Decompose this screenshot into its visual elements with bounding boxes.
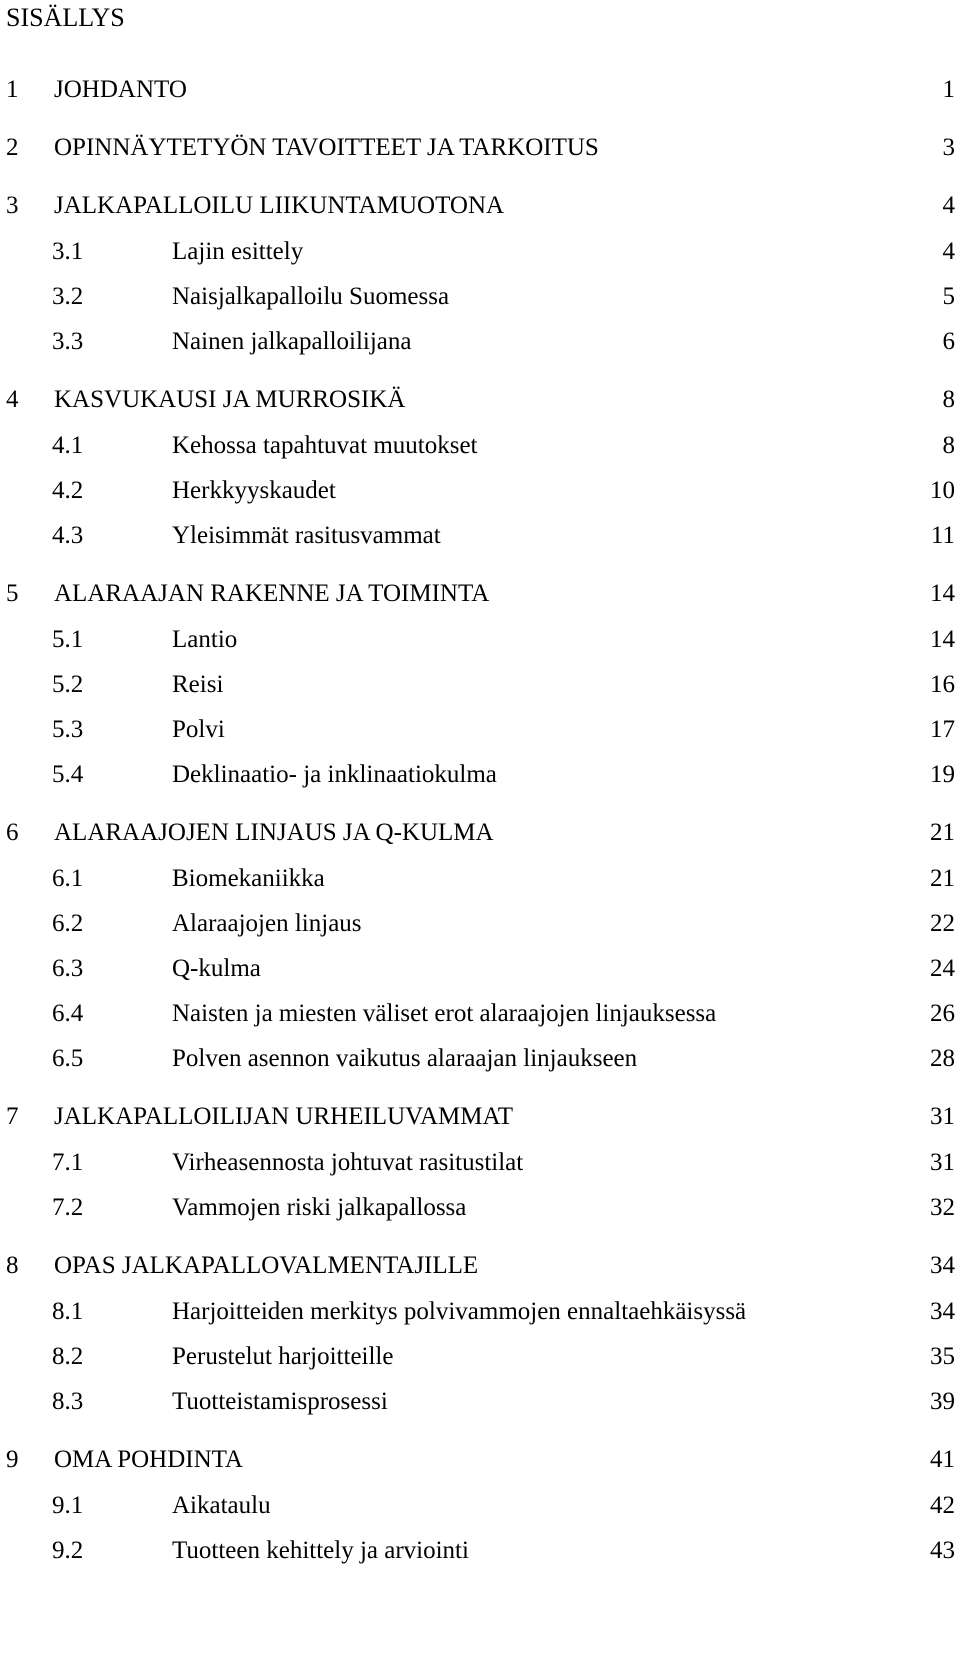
entry-label: JOHDANTO: [54, 76, 187, 103]
toc-entry: [0, 1444, 960, 1476]
entry-number: 6.3: [52, 955, 84, 982]
toc-subentry: [0, 1490, 960, 1522]
entry-page: 41: [930, 1446, 955, 1473]
entry-page: 35: [930, 1343, 955, 1370]
entry-label: Virheasennosta johtuvat rasitustilat: [172, 1149, 524, 1176]
entry-page: 24: [930, 955, 955, 982]
toc-subentry: [0, 430, 960, 462]
entry-number: 4.2: [52, 477, 84, 504]
toc-subentry: [0, 326, 960, 358]
entry-label: Tuotteistamisprosessi: [172, 1388, 388, 1415]
entry-number: 8: [6, 1252, 19, 1279]
entry-number: 3.3: [52, 328, 84, 355]
toc-subentry: [0, 1147, 960, 1179]
toc-entry: [0, 1250, 960, 1282]
toc-subentry: [0, 624, 960, 656]
entry-label: Polven asennon vaikutus alaraajan linjaukseen: [172, 1045, 638, 1072]
entry-number: 4: [6, 386, 19, 413]
entry-number: 8.3: [52, 1388, 84, 1415]
entry-number: 2: [6, 134, 19, 161]
toc-subentry: [0, 281, 960, 313]
entry-page: 16: [930, 671, 955, 698]
entry-label: ALARAAJAN RAKENNE JA TOIMINTA: [54, 580, 490, 607]
entry-number: 4.1: [52, 432, 84, 459]
toc-subentry: [0, 475, 960, 507]
toc-title: SISÄLLYS: [6, 3, 125, 32]
entry-number: 8.1: [52, 1298, 84, 1325]
entry-label: Nainen jalkapalloilijana: [172, 328, 412, 355]
entry-label: Vammojen riski jalkapallossa: [172, 1194, 467, 1221]
toc-subentry: [0, 908, 960, 940]
entry-label: Biomekaniikka: [172, 865, 325, 892]
entry-label: Aikataulu: [172, 1492, 271, 1519]
entry-page: 8: [942, 432, 955, 459]
entry-page: 43: [930, 1537, 955, 1564]
entry-page: 21: [930, 865, 955, 892]
toc-entry: [0, 384, 960, 416]
entry-page: 22: [930, 910, 955, 937]
entry-page: 1: [942, 76, 955, 103]
toc-entry: [0, 190, 960, 222]
toc-subentry: [0, 1535, 960, 1567]
entry-page: 39: [930, 1388, 955, 1415]
entry-number: 5.3: [52, 716, 84, 743]
entry-page: 11: [930, 522, 955, 549]
entry-number: 6.1: [52, 865, 84, 892]
entry-page: 5: [942, 283, 955, 310]
entry-label: Q-kulma: [172, 955, 261, 982]
entry-page: 34: [930, 1298, 955, 1325]
entry-number: 3.1: [52, 238, 84, 265]
entry-number: 3: [6, 192, 19, 219]
entry-number: 9.2: [52, 1537, 84, 1564]
entry-page: 32: [930, 1194, 955, 1221]
entry-number: 6.2: [52, 910, 84, 937]
entry-page: 6: [942, 328, 955, 355]
entry-number: 5.4: [52, 761, 84, 788]
toc-subentry: [0, 1043, 960, 1075]
entry-page: 34: [930, 1252, 955, 1279]
entry-number: 5.1: [52, 626, 84, 653]
entry-label: OMA POHDINTA: [54, 1446, 243, 1473]
toc-subentry: [0, 953, 960, 985]
entry-number: 9: [6, 1446, 19, 1473]
entry-page: 31: [930, 1149, 955, 1176]
entry-label: Polvi: [172, 716, 225, 743]
entry-page: 14: [930, 580, 955, 607]
entry-page: 31: [930, 1103, 955, 1130]
toc-subentry: [0, 669, 960, 701]
entry-page: 21: [930, 819, 955, 846]
entry-label: OPAS JALKAPALLOVALMENTAJILLE: [54, 1252, 479, 1279]
entry-number: 6: [6, 819, 19, 846]
entry-label: JALKAPALLOILIJAN URHEILUVAMMAT: [54, 1103, 514, 1130]
entry-number: 7: [6, 1103, 19, 1130]
entry-label: Deklinaatio- ja inklinaatiokulma: [172, 761, 497, 788]
entry-label: Yleisimmät rasitusvammat: [172, 522, 441, 549]
entry-label: JALKAPALLOILU LIIKUNTAMUOTONA: [54, 192, 505, 219]
entry-page: 19: [930, 761, 955, 788]
entry-label: Tuotteen kehittely ja arviointi: [172, 1537, 469, 1564]
entry-page: 4: [942, 192, 955, 219]
entry-label: Naisten ja miesten väliset erot alaraajojen linjauksessa: [172, 1000, 717, 1027]
entry-page: 14: [930, 626, 955, 653]
entry-label: KASVUKAUSI JA MURROSIKÄ: [54, 386, 406, 413]
entry-label: Lantio: [172, 626, 238, 653]
entry-number: 4.3: [52, 522, 84, 549]
entry-number: 7.1: [52, 1149, 84, 1176]
entry-label: Lajin esittely: [172, 238, 304, 265]
entry-page: 10: [930, 477, 955, 504]
toc-subentry: [0, 1341, 960, 1373]
toc-entry: [0, 1101, 960, 1133]
entry-label: Kehossa tapahtuvat muutokset: [172, 432, 478, 459]
toc-subentry: [0, 759, 960, 791]
toc-subentry: [0, 998, 960, 1030]
entry-label: Naisjalkapalloilu Suomessa: [172, 283, 450, 310]
toc-entry: [0, 817, 960, 849]
toc-subentry: [0, 1296, 960, 1328]
entry-label: ALARAAJOJEN LINJAUS JA Q-KULMA: [54, 819, 494, 846]
toc-subentry: [0, 714, 960, 746]
toc-entry: [0, 578, 960, 610]
entry-page: 26: [930, 1000, 955, 1027]
entry-label: Reisi: [172, 671, 224, 698]
entry-number: 5.2: [52, 671, 84, 698]
entry-number: 6.5: [52, 1045, 84, 1072]
entry-page: 17: [930, 716, 955, 743]
toc-subentry: [0, 1386, 960, 1418]
entry-number: 7.2: [52, 1194, 84, 1221]
entry-label: Harjoitteiden merkitys polvivammojen ennaltaehkäisyssä: [172, 1298, 747, 1325]
toc-subentry: [0, 1192, 960, 1224]
entry-number: 9.1: [52, 1492, 84, 1519]
entry-number: 6.4: [52, 1000, 84, 1027]
toc-entry: [0, 132, 960, 164]
entry-page: 8: [942, 386, 955, 413]
entry-page: 3: [942, 134, 955, 161]
entry-label: OPINNÄYTETYÖN TAVOITTEET JA TARKOITUS: [54, 134, 599, 161]
entry-number: 1: [6, 76, 19, 103]
entry-number: 5: [6, 580, 19, 607]
entry-label: Alaraajojen linjaus: [172, 910, 362, 937]
toc-subentry: [0, 863, 960, 895]
toc-subentry: [0, 520, 960, 552]
entry-page: 42: [930, 1492, 955, 1519]
toc-subentry: [0, 236, 960, 268]
entry-page: 28: [930, 1045, 955, 1072]
entry-number: 3.2: [52, 283, 84, 310]
entry-label: Perustelut harjoitteille: [172, 1343, 394, 1370]
entry-label: Herkkyyskaudet: [172, 477, 336, 504]
entry-number: 8.2: [52, 1343, 84, 1370]
toc-entry: [0, 74, 960, 106]
entry-page: 4: [942, 238, 955, 265]
